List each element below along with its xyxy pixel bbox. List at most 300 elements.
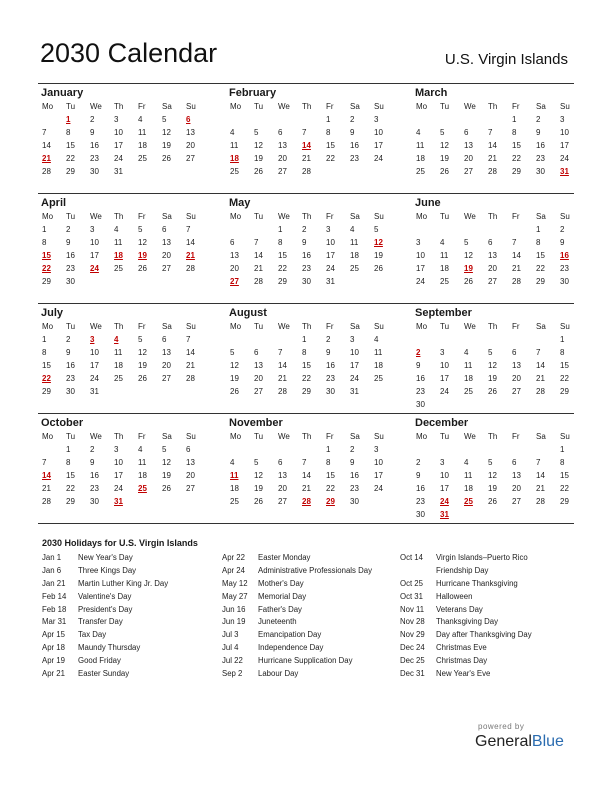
- day-cell: 21: [42, 484, 51, 493]
- month-april: [38, 197, 208, 288]
- weekday-header: Su: [186, 432, 196, 441]
- day-cell: 27: [512, 497, 521, 506]
- day-cell: 16: [66, 361, 75, 370]
- weekday-header: Th: [488, 322, 498, 331]
- weekday-header: Su: [374, 322, 384, 331]
- day-cell: 17: [90, 251, 99, 260]
- day-cell: 30: [90, 167, 99, 176]
- holiday-item: [400, 629, 532, 642]
- day-cell: 9: [66, 238, 71, 247]
- holiday-item: [400, 668, 532, 681]
- day-cell: 12: [162, 128, 171, 137]
- day-cell: 7: [186, 335, 191, 344]
- empty-cell: [298, 443, 322, 456]
- holiday-date: 27: [230, 277, 239, 286]
- day-cell: 6: [464, 128, 469, 137]
- holiday-item: [400, 642, 532, 655]
- day-cell: 17: [90, 361, 99, 370]
- day-cell: 26: [254, 167, 263, 176]
- holiday-item-name: Martin Luther King Jr. Day: [78, 578, 169, 588]
- day-cell: 30: [536, 167, 545, 176]
- day-cell: 1: [66, 445, 71, 454]
- day-cell: 6: [186, 445, 191, 454]
- day-cell: 16: [416, 374, 425, 383]
- day-cell: 14: [536, 471, 545, 480]
- holiday-item-name: New Year's Day: [78, 553, 133, 562]
- day-cell: 24: [90, 374, 99, 383]
- day-cell: 5: [488, 348, 493, 357]
- holiday-date: 24: [90, 264, 99, 273]
- powered-by-text: powered by: [478, 722, 525, 731]
- holiday-item: [222, 552, 372, 565]
- day-cell: 2: [90, 445, 95, 454]
- day-cell: 2: [416, 458, 421, 467]
- day-cell: 17: [350, 361, 359, 370]
- day-cell: 15: [560, 361, 569, 370]
- day-cell: 26: [162, 154, 171, 163]
- day-cell: 27: [186, 484, 195, 493]
- holiday-date: 19: [464, 264, 473, 273]
- month-row: [38, 413, 574, 523]
- weekday-header: Th: [302, 212, 312, 221]
- day-cell: 5: [254, 128, 259, 137]
- day-cell: 14: [278, 361, 287, 370]
- day-cell: 21: [536, 484, 545, 493]
- day-cell: 23: [66, 264, 75, 273]
- day-cell: 24: [416, 277, 425, 286]
- day-cell: 27: [278, 497, 287, 506]
- weekday-header: We: [90, 102, 102, 111]
- weekday-header: Fr: [512, 102, 520, 111]
- weekday-header: Th: [302, 432, 312, 441]
- day-cell: 18: [440, 264, 449, 273]
- holiday-item-name: Thanksgiving Day: [436, 617, 498, 627]
- weekday-header: Su: [374, 432, 384, 441]
- day-cell: 23: [302, 264, 311, 273]
- day-cell: 29: [42, 277, 51, 286]
- day-cell: 19: [254, 154, 263, 163]
- holiday-item-name: Easter Monday: [258, 553, 311, 562]
- day-cell: 1: [326, 445, 331, 454]
- day-cell: 11: [464, 471, 473, 480]
- day-cell: 26: [138, 374, 147, 383]
- day-cell: 10: [560, 128, 569, 137]
- holiday-item-name: Independence Day: [258, 643, 324, 653]
- weekday-header: Su: [374, 212, 384, 221]
- day-cell: 18: [416, 154, 425, 163]
- month-name: August: [229, 307, 267, 319]
- day-cell: 1: [512, 115, 517, 124]
- empty-cell: [226, 333, 250, 346]
- day-cell: 14: [42, 141, 51, 150]
- day-cell: 15: [536, 251, 545, 260]
- day-cell: 24: [440, 387, 449, 396]
- weekday-header: Sa: [162, 432, 172, 441]
- day-cell: 25: [230, 497, 239, 506]
- empty-cell: [86, 275, 110, 288]
- holiday-item-date: Apr 15: [42, 630, 65, 640]
- day-cell: 12: [138, 238, 147, 247]
- day-cell: 17: [560, 141, 569, 150]
- day-cell: 22: [66, 154, 75, 163]
- weekday-header: Fr: [512, 432, 520, 441]
- empty-cell: [508, 443, 532, 456]
- day-cell: 16: [90, 471, 99, 480]
- holiday-item-name: Memorial Day: [258, 591, 307, 601]
- holiday-item-name: Emancipation Day: [258, 630, 322, 640]
- day-cell: 29: [278, 277, 287, 286]
- holiday-item: [222, 668, 372, 681]
- day-cell: 27: [488, 277, 497, 286]
- holidays-column-3: [400, 552, 532, 681]
- day-grid: [412, 211, 582, 288]
- day-cell: 18: [138, 141, 147, 150]
- generalblue-logo[interactable]: [475, 733, 564, 751]
- weekday-header: Th: [488, 102, 498, 111]
- day-cell: 20: [230, 264, 239, 273]
- page-title: 2030 Calendar: [40, 38, 218, 68]
- weekday-header: Sa: [350, 432, 360, 441]
- day-cell: 27: [278, 167, 287, 176]
- empty-cell: [274, 443, 298, 456]
- empty-cell: [134, 385, 158, 398]
- empty-cell: [110, 385, 134, 398]
- holiday-item-date: Jan 21: [42, 578, 66, 588]
- holiday-item-name: Administrative Professionals Day: [258, 565, 372, 575]
- day-cell: 26: [374, 264, 383, 273]
- day-cell: 14: [512, 251, 521, 260]
- day-cell: 12: [440, 141, 449, 150]
- day-cell: 20: [512, 374, 521, 383]
- day-cell: 5: [162, 445, 167, 454]
- empty-cell: [110, 275, 134, 288]
- day-cell: 6: [512, 348, 517, 357]
- brand-general: General: [475, 733, 532, 750]
- day-cell: 29: [536, 277, 545, 286]
- empty-cell: [38, 113, 62, 126]
- day-cell: 11: [114, 348, 123, 357]
- holiday-item-date: Jul 3: [222, 630, 239, 640]
- holiday-date: 22: [42, 264, 51, 273]
- holiday-item-date: Nov 28: [400, 617, 425, 627]
- day-cell: 10: [114, 458, 123, 467]
- day-cell: 9: [350, 458, 355, 467]
- day-cell: 11: [138, 128, 147, 137]
- holiday-item-date: Feb 18: [42, 604, 67, 614]
- day-cell: 1: [42, 335, 47, 344]
- day-cell: 19: [254, 484, 263, 493]
- month-september: [412, 307, 582, 411]
- weekday-header: Th: [488, 432, 498, 441]
- day-cell: 30: [90, 497, 99, 506]
- day-cell: 2: [66, 335, 71, 344]
- month-name: February: [229, 87, 277, 99]
- holiday-item-date: Oct 14: [400, 553, 423, 562]
- day-cell: 7: [302, 458, 307, 467]
- weekday-header: Sa: [536, 102, 546, 111]
- holiday-item: [400, 591, 532, 604]
- day-cell: 24: [350, 374, 359, 383]
- weekday-header: Th: [488, 212, 498, 221]
- holiday-item-date: Dec 31: [400, 669, 425, 679]
- empty-cell: [484, 113, 508, 126]
- weekday-header: Fr: [512, 212, 520, 221]
- month-name: September: [415, 307, 472, 319]
- holiday-item-name: Veterans Day: [436, 604, 483, 614]
- holiday-date: 21: [42, 154, 51, 163]
- day-cell: 7: [278, 348, 283, 357]
- day-cell: 18: [138, 471, 147, 480]
- holiday-item-date: Jan 6: [42, 565, 62, 575]
- month-name: October: [41, 417, 84, 429]
- holiday-item-name: Mother's Day: [258, 578, 304, 588]
- day-cell: 23: [350, 484, 359, 493]
- weekday-header: Mo: [416, 322, 428, 331]
- empty-cell: [322, 165, 346, 178]
- empty-cell: [158, 165, 182, 178]
- weekday-header: Tu: [66, 102, 76, 111]
- holiday-item: [222, 655, 372, 668]
- month-row: [38, 83, 574, 193]
- empty-cell: [226, 443, 250, 456]
- day-cell: 5: [440, 128, 445, 137]
- day-cell: 15: [560, 471, 569, 480]
- day-cell: 1: [42, 225, 47, 234]
- day-cell: 8: [512, 128, 517, 137]
- holiday-date: 28: [302, 497, 311, 506]
- empty-cell: [436, 398, 460, 411]
- day-cell: 21: [302, 154, 311, 163]
- day-grid: [38, 211, 208, 288]
- day-cell: 3: [350, 335, 355, 344]
- day-cell: 20: [162, 251, 171, 260]
- holiday-item-date: Oct 31: [400, 591, 423, 601]
- day-cell: 18: [374, 361, 383, 370]
- day-cell: 2: [350, 115, 355, 124]
- empty-cell: [412, 223, 436, 236]
- empty-cell: [298, 113, 322, 126]
- weekday-header: Mo: [416, 102, 428, 111]
- empty-cell: [436, 113, 460, 126]
- weekday-header: Mo: [230, 102, 242, 111]
- empty-cell: [182, 275, 206, 288]
- month-name: May: [229, 197, 251, 209]
- day-cell: 19: [162, 471, 171, 480]
- day-cell: 20: [186, 141, 195, 150]
- day-cell: 11: [374, 348, 383, 357]
- holiday-item-date: Apr 24: [222, 565, 245, 575]
- holiday-item-name: Three Kings Day: [78, 565, 137, 575]
- day-cell: 21: [512, 264, 521, 273]
- day-cell: 19: [488, 374, 497, 383]
- holiday-date: 2: [416, 348, 421, 357]
- weekday-header: Fr: [138, 322, 146, 331]
- weekday-header: Fr: [326, 322, 334, 331]
- empty-cell: [274, 113, 298, 126]
- day-cell: 22: [302, 374, 311, 383]
- day-cell: 20: [162, 361, 171, 370]
- holiday-item-date: Dec 25: [400, 656, 425, 666]
- day-cell: 18: [464, 374, 473, 383]
- day-cell: 22: [326, 484, 335, 493]
- holiday-item-date: Apr 21: [42, 669, 65, 679]
- day-cell: 28: [536, 387, 545, 396]
- day-cell: 8: [66, 458, 71, 467]
- weekday-header: We: [464, 322, 476, 331]
- day-cell: 20: [512, 484, 521, 493]
- day-cell: 19: [440, 154, 449, 163]
- holiday-item-date: Apr 18: [42, 643, 65, 653]
- day-cell: 13: [488, 251, 497, 260]
- day-cell: 9: [90, 128, 95, 137]
- day-cell: 26: [230, 387, 239, 396]
- day-cell: 31: [326, 277, 335, 286]
- holiday-item-date: Jul 4: [222, 643, 239, 653]
- day-cell: 4: [464, 348, 469, 357]
- holiday-item-date: Jan 1: [42, 553, 62, 562]
- day-cell: 24: [374, 154, 383, 163]
- weekday-header: Mo: [230, 212, 242, 221]
- empty-cell: [158, 275, 182, 288]
- weekday-header: Tu: [66, 432, 76, 441]
- month-name: December: [415, 417, 469, 429]
- empty-cell: [250, 333, 274, 346]
- holiday-item-date: Feb 14: [42, 591, 67, 601]
- day-cell: 8: [278, 238, 283, 247]
- weekday-header: Mo: [230, 432, 242, 441]
- month-row: [38, 193, 574, 303]
- day-cell: 8: [560, 458, 565, 467]
- day-cell: 1: [536, 225, 541, 234]
- day-cell: 21: [536, 374, 545, 383]
- brand-blue: Blue: [531, 733, 564, 750]
- day-cell: 25: [114, 264, 123, 273]
- holiday-item: [400, 552, 532, 565]
- day-cell: 28: [302, 167, 311, 176]
- empty-cell: [436, 223, 460, 236]
- weekday-header: Mo: [42, 102, 54, 111]
- empty-cell: [370, 275, 394, 288]
- day-cell: 24: [114, 154, 123, 163]
- weekday-header: Th: [114, 212, 124, 221]
- day-cell: 14: [254, 251, 263, 260]
- weekday-header: We: [278, 212, 290, 221]
- day-cell: 15: [66, 141, 75, 150]
- day-cell: 7: [536, 348, 541, 357]
- day-cell: 4: [350, 225, 355, 234]
- day-grid: [38, 101, 208, 178]
- holiday-item: [42, 552, 168, 565]
- day-cell: 4: [464, 458, 469, 467]
- holidays-title: 2030 Holidays for U.S. Virgin Islands: [42, 538, 198, 548]
- day-cell: 30: [326, 387, 335, 396]
- day-cell: 7: [512, 238, 517, 247]
- weekday-header: We: [278, 432, 290, 441]
- day-cell: 1: [326, 115, 331, 124]
- day-cell: 25: [374, 374, 383, 383]
- day-cell: 10: [90, 238, 99, 247]
- empty-cell: [460, 398, 484, 411]
- day-cell: 23: [536, 154, 545, 163]
- day-cell: 23: [350, 154, 359, 163]
- weekday-header: We: [90, 212, 102, 221]
- day-cell: 3: [416, 238, 421, 247]
- day-cell: 19: [230, 374, 239, 383]
- holiday-item: [42, 604, 168, 617]
- day-cell: 26: [440, 167, 449, 176]
- day-cell: 4: [416, 128, 421, 137]
- empty-cell: [484, 223, 508, 236]
- weekday-header: Tu: [254, 322, 264, 331]
- holiday-date: 19: [138, 251, 147, 260]
- empty-cell: [460, 508, 484, 521]
- day-cell: 10: [374, 458, 383, 467]
- month-january: [38, 87, 208, 178]
- weekday-header: Fr: [512, 322, 520, 331]
- day-cell: 20: [254, 374, 263, 383]
- day-cell: 14: [302, 471, 311, 480]
- weekday-header: Su: [560, 102, 570, 111]
- empty-cell: [412, 333, 436, 346]
- day-cell: 12: [464, 251, 473, 260]
- holiday-date: 18: [114, 251, 123, 260]
- weekday-header: Su: [560, 212, 570, 221]
- holiday-date: 3: [90, 335, 95, 344]
- day-cell: 8: [326, 128, 331, 137]
- weekday-header: We: [278, 322, 290, 331]
- day-cell: 25: [230, 167, 239, 176]
- holiday-item: [222, 616, 372, 629]
- empty-cell: [134, 275, 158, 288]
- month-july: [38, 307, 208, 398]
- day-cell: 15: [278, 251, 287, 260]
- day-cell: 1: [560, 445, 565, 454]
- month-name: March: [415, 87, 448, 99]
- day-cell: 30: [66, 387, 75, 396]
- day-cell: 19: [488, 484, 497, 493]
- holiday-item: [400, 604, 532, 617]
- day-cell: 24: [560, 154, 569, 163]
- day-cell: 29: [302, 387, 311, 396]
- weekday-header: Sa: [162, 102, 172, 111]
- holiday-item-name: Easter Sunday: [78, 669, 130, 679]
- day-cell: 7: [42, 458, 47, 467]
- day-cell: 11: [138, 458, 147, 467]
- empty-cell: [182, 385, 206, 398]
- day-cell: 16: [302, 251, 311, 260]
- empty-cell: [436, 333, 460, 346]
- empty-cell: [532, 508, 556, 521]
- day-cell: 29: [512, 167, 521, 176]
- empty-cell: [412, 443, 436, 456]
- day-cell: 5: [230, 348, 235, 357]
- day-cell: 22: [326, 154, 335, 163]
- day-cell: 18: [230, 484, 239, 493]
- empty-cell: [158, 495, 182, 508]
- weekday-header: Su: [186, 212, 196, 221]
- holiday-date: 14: [302, 141, 311, 150]
- empty-cell: [460, 223, 484, 236]
- day-cell: 14: [186, 238, 195, 247]
- day-cell: 2: [90, 115, 95, 124]
- day-cell: 4: [230, 458, 235, 467]
- weekday-header: Th: [114, 432, 124, 441]
- day-cell: 26: [162, 484, 171, 493]
- weekday-header: Su: [560, 322, 570, 331]
- day-cell: 16: [90, 141, 99, 150]
- country-name: U.S. Virgin Islands: [444, 51, 568, 68]
- day-grid: [226, 431, 396, 508]
